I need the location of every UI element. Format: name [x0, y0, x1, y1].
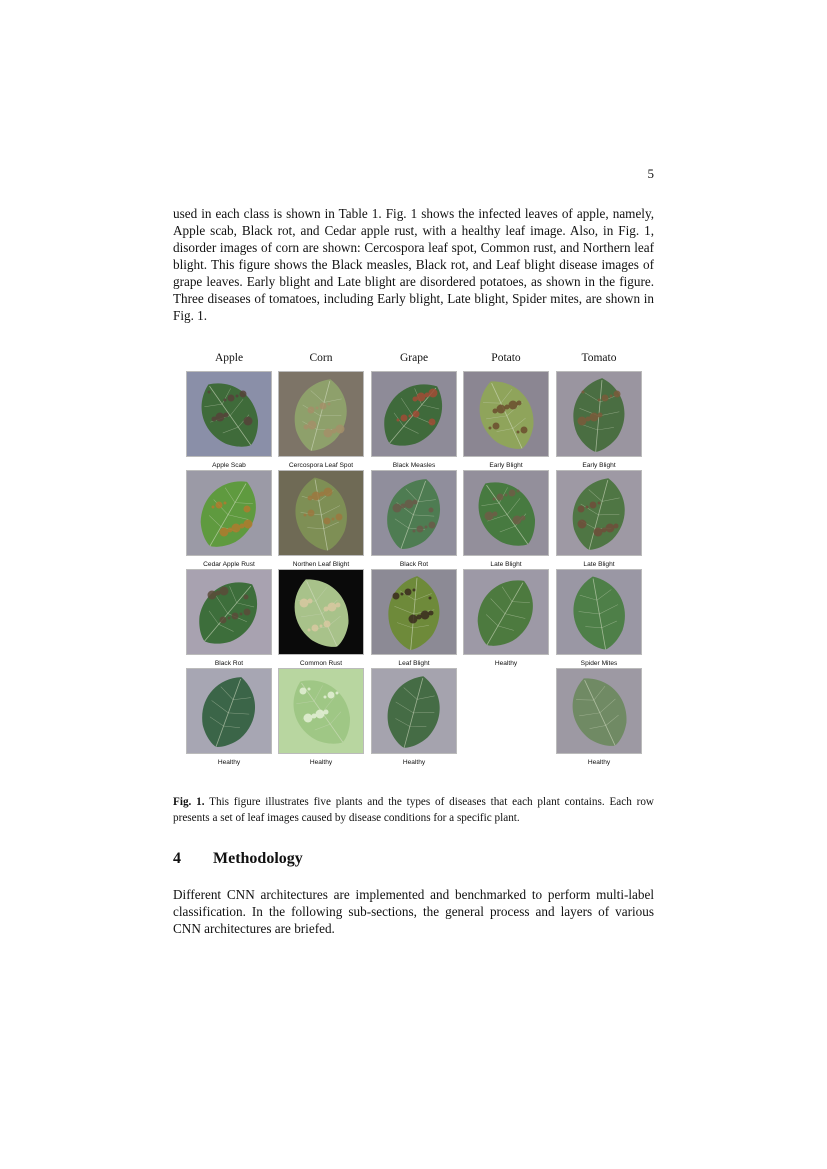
leaf-cell-corn — [278, 470, 364, 568]
leaf-cell-apple — [186, 371, 272, 469]
leaf-caption: Cercospora Leaf Spot — [288, 462, 354, 469]
leaf-caption: Spider Mites — [580, 660, 618, 667]
leaf-image — [556, 470, 642, 556]
leaf-image — [463, 569, 549, 655]
leaf-image — [556, 668, 642, 754]
leaf-caption: Healthy — [217, 759, 241, 766]
figure-caption-text: This figure illustrates five plants and the types of diseases that each plant contains. Each row presents a set of leaf images caused by disease conditions for a specific plant. — [173, 796, 654, 824]
leaf-cell-corn — [278, 371, 364, 469]
leaf-caption: Common Rust — [299, 660, 343, 667]
leaf-caption: Healthy — [587, 759, 611, 766]
leaf-caption: Cedar Apple Rust — [203, 561, 255, 568]
leaf-image — [371, 371, 457, 457]
leaf-image — [186, 470, 272, 556]
leaf-image — [278, 668, 364, 754]
leaf-cell-tomato — [556, 668, 642, 766]
leaf-cell-potato — [463, 569, 549, 667]
leaf-caption: Early Blight — [489, 462, 523, 469]
leaf-cell-grape — [371, 569, 457, 667]
leaf-image — [371, 470, 457, 556]
intro-paragraph: used in each class is shown in Table 1. Fig. 1 shows the infected leaves of apple, namely, Apple scab, Black rot, and Cedar apple rust, with a healthy leaf image. Also, in Fig. 1, disorder images of corn are shown: Cercospora leaf spot, Common rust, and Northern leaf blight. This figure shows the Black measles, Black rot, and Leaf blight disease images of grape leaves. Early blight and Late blight are disordered potatoes, as shown in the figure. Three diseases of tomatoes, including Early blight, Late blight, Spider mites, are shown in Fig. 1. — [173, 206, 654, 323]
leaf-caption: Healthy — [309, 759, 333, 766]
leaf-cell-grape — [371, 470, 457, 568]
leaf-caption: Black Rot — [214, 660, 244, 667]
leaf-caption: Northen Leaf Blight — [292, 561, 350, 568]
leaf-cell-potato — [463, 371, 549, 469]
leaf-image — [278, 569, 364, 655]
leaf-caption: Early Blight — [582, 462, 616, 469]
leaf-cell-apple — [186, 569, 272, 667]
leaf-caption: Black Measles — [392, 462, 436, 469]
leaf-image — [371, 668, 457, 754]
methodology-paragraph: Different CNN architectures are implemented and benchmarked to perform multi-label classification. In the following sub-sections, the general process and layers of various CNN architectures are briefed. — [173, 887, 654, 936]
leaf-image — [371, 569, 457, 655]
leaf-cell-potato — [463, 470, 549, 568]
leaf-caption: Late Blight — [583, 561, 615, 568]
section-number: 4 — [173, 850, 181, 867]
figure-caption-label: Fig. 1. — [173, 796, 205, 808]
leaf-cell-tomato — [556, 569, 642, 667]
leaf-cell-tomato — [556, 470, 642, 568]
leaf-cell-apple — [186, 668, 272, 766]
leaf-image — [278, 371, 364, 457]
leaf-cell-grape — [371, 371, 457, 469]
leaf-cell-corn — [278, 569, 364, 667]
page-number: 5 — [647, 166, 654, 181]
leaf-image — [463, 371, 549, 457]
leaf-image — [463, 470, 549, 556]
section-title: Methodology — [213, 850, 303, 867]
leaf-caption: Black Rot — [399, 561, 429, 568]
leaf-caption: Leaf Blight — [398, 660, 430, 667]
leaf-image — [186, 371, 272, 457]
leaf-image — [278, 470, 364, 556]
leaf-cell-grape — [371, 668, 457, 766]
leaf-cell-tomato — [556, 371, 642, 469]
figure-caption — [173, 794, 654, 826]
column-header-grape: Grape — [399, 352, 429, 364]
column-header-apple: Apple — [214, 352, 244, 364]
figure-leaf-grid — [180, 350, 650, 780]
section-heading — [173, 850, 303, 868]
leaf-caption: Late Blight — [490, 561, 522, 568]
column-header-corn: Corn — [309, 352, 333, 364]
leaf-caption: Apple Scab — [212, 462, 246, 469]
leaf-caption: Healthy — [402, 759, 426, 766]
leaf-cell-apple — [186, 470, 272, 568]
column-header-tomato: Tomato — [581, 352, 617, 364]
leaf-image — [556, 371, 642, 457]
leaf-image — [186, 569, 272, 655]
leaf-image — [556, 569, 642, 655]
leaf-cell-corn — [278, 668, 364, 766]
leaf-caption: Healthy — [494, 660, 518, 667]
leaf-image — [186, 668, 272, 754]
column-header-potato: Potato — [491, 352, 521, 364]
